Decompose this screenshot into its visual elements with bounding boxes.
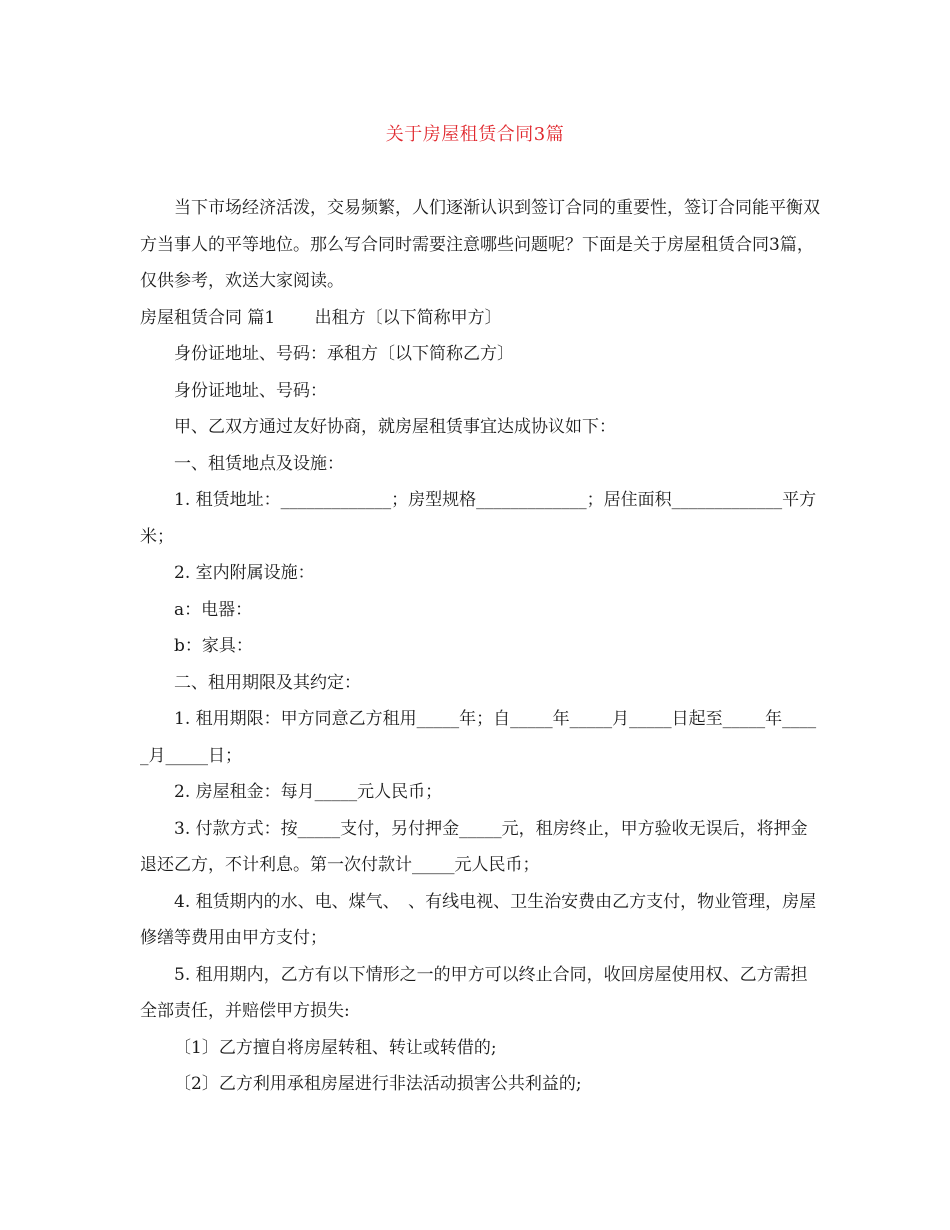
clause-item: 1. 租用期限：甲方同意乙方租用_____年；自_____年_____月_____日起至_____年_____月_____日； bbox=[140, 709, 817, 766]
section-heading: 二、租用期限及其约定： bbox=[174, 672, 361, 693]
agreement-line: 甲、乙双方通过友好协商，就房屋租赁事宜达成协议如下： bbox=[174, 417, 616, 437]
clause-item: 2. 室内附属设施： bbox=[174, 563, 315, 583]
clause-item: 5. 租用期内，乙方有以下情形之一的甲方可以终止合同，收回房屋使用权、乙方需担全部责任，并赔偿甲方损失: bbox=[140, 964, 808, 1021]
contract-heading-1: 房屋租赁合同 篇1 出租方〔以下简称甲方〕 bbox=[140, 307, 502, 328]
clause-subitem: a：电器： bbox=[174, 599, 253, 620]
clause-item: 3. 付款方式：按_____支付，另付押金_____元，租房终止，甲方验收无误后，将押金退还乙方，不计利息。第一次付款计_____元人民币； bbox=[140, 818, 808, 875]
document-body bbox=[140, 190, 820, 1103]
document-title: 关于房屋租赁合同3篇 bbox=[385, 124, 565, 145]
clause-item: 2. 房屋租金：每月_____元人民币； bbox=[174, 782, 443, 802]
clause-item: 1. 租赁地址：_____________；房型规格_____________；居住面积_____________平方米； bbox=[140, 490, 817, 547]
clause-subitem: 〔2〕乙方利用承租房屋进行非法活动损害公共利益的; bbox=[174, 1074, 582, 1094]
clause-subitem: b：家具： bbox=[174, 636, 253, 656]
party-b-id-line: 身份证地址、号码： bbox=[174, 380, 327, 401]
section-heading: 一、租赁地点及设施： bbox=[174, 453, 344, 474]
intro-paragraph: 当下市场经济活泼，交易频繁，人们逐渐认识到签订合同的重要性，签订合同能平衡双方当事人的平等地位。那么写合同时需要注意哪些问题呢？下面是关于房屋租赁合同3篇，仅供参考，欢送大家阅读。 bbox=[140, 198, 820, 291]
clause-subitem: 〔1〕乙方擅自将房屋转租、转让或转借的; bbox=[174, 1037, 497, 1058]
clause-item: 4. 租赁期内的水、电、煤气、 、有线电视、卫生治安费由乙方支付，物业管理，房屋修缮等费用由甲方支付； bbox=[140, 891, 817, 948]
party-a-id-line: 身份证地址、号码：承租方〔以下简称乙方〕 bbox=[174, 344, 514, 364]
